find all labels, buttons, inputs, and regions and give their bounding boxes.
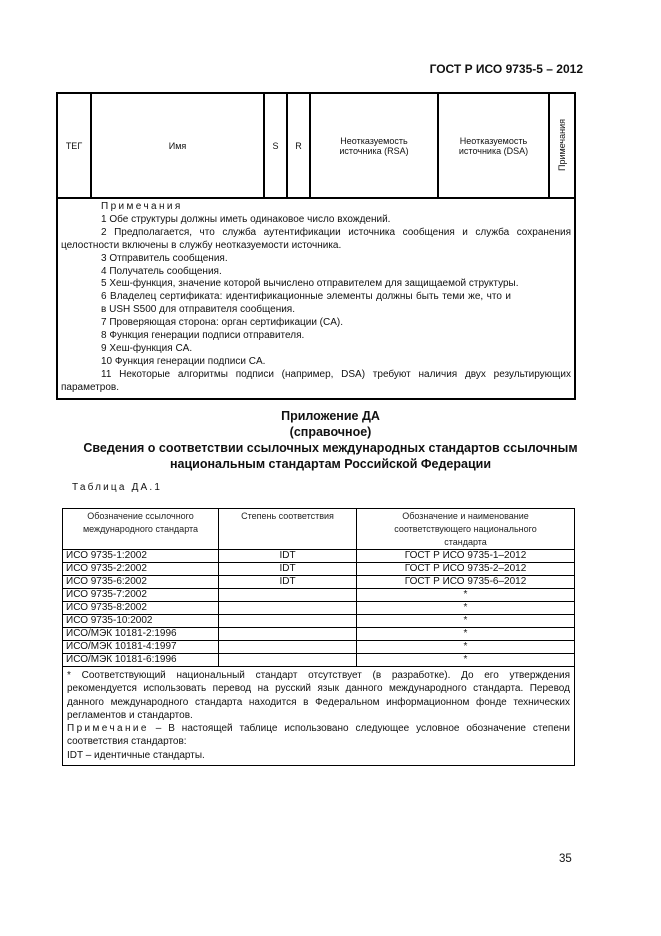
note-item: 2 Предполагается, что служба аутентификации источника сообщения и служба сохранения целостности включены в службу неотказуемости источника.: [61, 226, 571, 251]
table-caption: Таблица ДА.1: [72, 482, 163, 493]
intl-standard-cell: ИСО 9735-10:2002: [63, 615, 219, 628]
table-row: [63, 641, 575, 654]
intl-standard-cell: ИСО 9735-2:2002: [63, 563, 219, 576]
intl-standard-cell: ИСО 9735-6:2002: [63, 576, 219, 589]
note-item: 1 Обе структуры должны иметь одинаковое число вхождений.: [101, 213, 391, 225]
table-row: [63, 550, 575, 563]
national-standard-cell: *: [357, 589, 575, 602]
column-header-rsa: Неотказуемость источника (RSA): [310, 93, 438, 198]
note-item: 6 Владелец сертификата: идентификационные элементы должны быть теми же, что и в USH S500 для отправителя сообщения.: [101, 291, 511, 316]
degree-cell: [219, 602, 357, 615]
column-header-international-standard: Обозначение ссылочного международного стандарта: [63, 509, 219, 550]
national-standard-cell: *: [357, 602, 575, 615]
national-standard-cell: *: [357, 641, 575, 654]
national-standard-cell: ГОСТ Р ИСО 9735-6–2012: [357, 576, 575, 589]
column-header-s: S: [264, 93, 287, 198]
conformity-table: [62, 508, 575, 766]
column-header-national-standard: Обозначение и наименование соответствующего национального стандарта: [357, 509, 575, 550]
note-item: 3 Отправитель сообщения.: [101, 252, 228, 264]
annex-title: Приложение ДА: [281, 409, 380, 423]
degree-cell: [219, 628, 357, 641]
table-row: [63, 654, 575, 667]
table-header-row: [57, 93, 575, 198]
intl-standard-cell: ИСО/МЭК 10181-4:1997: [63, 641, 219, 654]
column-header-degree: Степень соответствия: [219, 509, 357, 550]
notes-section: [57, 198, 575, 399]
degree-cell: [219, 589, 357, 602]
annex-subtitle: (справочное): [289, 425, 372, 439]
column-header-notes: Примечания: [549, 93, 575, 198]
national-standard-cell: *: [357, 654, 575, 667]
annex-heading-line2: национальным стандартам Российской Федерации: [169, 457, 492, 471]
legend-text: IDT – идентичные стандарты.: [67, 749, 205, 761]
intl-standard-cell: ИСО/МЭК 10181-2:1996: [63, 628, 219, 641]
table-row: [63, 576, 575, 589]
intl-standard-cell: ИСО 9735-1:2002: [63, 550, 219, 563]
document-code-header: ГОСТ Р ИСО 9735-5 – 2012: [429, 62, 583, 76]
table-row: [63, 615, 575, 628]
intl-standard-cell: ИСО 9735-7:2002: [63, 589, 219, 602]
notes-title: Примечания: [101, 201, 183, 212]
column-header-tag: ТЕГ: [57, 93, 91, 198]
data-element-table: [56, 92, 576, 400]
table-note: [67, 722, 570, 749]
note-item: 5 Хеш-функция, значение которой вычислено отправителем для защищаемой структуры.: [101, 278, 519, 290]
column-header-dsa: Неотказуемость источника (DSA): [438, 93, 549, 198]
note-item: 9 Хеш-функция CA.: [101, 342, 193, 354]
note-item: 8 Функция генерации подписи отправителя.: [101, 330, 305, 342]
degree-cell: IDT: [219, 550, 357, 563]
table-row: [63, 563, 575, 576]
column-header-r: R: [287, 93, 310, 198]
degree-cell: IDT: [219, 563, 357, 576]
column-header-name: Имя: [91, 93, 264, 198]
national-standard-cell: ГОСТ Р ИСО 9735-1–2012: [357, 550, 575, 563]
degree-cell: IDT: [219, 576, 357, 589]
footnote-text: * Соответствующий национальный стандарт отсутствует (в разработке). До его утверждения рекомендуется использовать перевод на русский язык данного международного стандарта. Перевод данного международного стандарта находится в Федеральном информационном фонде технических регламентов и стандартов.: [67, 670, 570, 721]
table-row: [63, 602, 575, 615]
degree-cell: [219, 641, 357, 654]
table-header-row: [63, 509, 575, 550]
national-standard-cell: ГОСТ Р ИСО 9735-2–2012: [357, 563, 575, 576]
degree-cell: [219, 654, 357, 667]
note-item: 11 Некоторые алгоритмы подписи (например, DSA) требуют наличия двух результирующих параметров.: [61, 368, 571, 393]
table-footnote-section: [63, 667, 575, 766]
intl-standard-cell: ИСО/МЭК 10181-6:1996: [63, 654, 219, 667]
note-item: 4 Получатель сообщения.: [101, 265, 222, 277]
degree-cell: [219, 615, 357, 628]
intl-standard-cell: ИСО 9735-8:2002: [63, 602, 219, 615]
annex-heading: [0, 408, 661, 472]
national-standard-cell: *: [357, 628, 575, 641]
note-text: – В настоящей таблице использовано следующее условное обозначение степени соответствия стандартов:: [67, 723, 570, 748]
page-number: 35: [559, 853, 572, 865]
note-item: 7 Проверяющая сторона: орган сертификации (CA).: [101, 317, 344, 329]
table-row: [63, 589, 575, 602]
note-label: Примечание: [67, 723, 149, 735]
annex-heading-line1: Сведения о соответствии ссылочных международных стандартов ссылочным: [83, 441, 578, 455]
table-row: [63, 628, 575, 641]
note-item: 10 Функция генерации подписи CA.: [101, 355, 266, 367]
national-standard-cell: *: [357, 615, 575, 628]
